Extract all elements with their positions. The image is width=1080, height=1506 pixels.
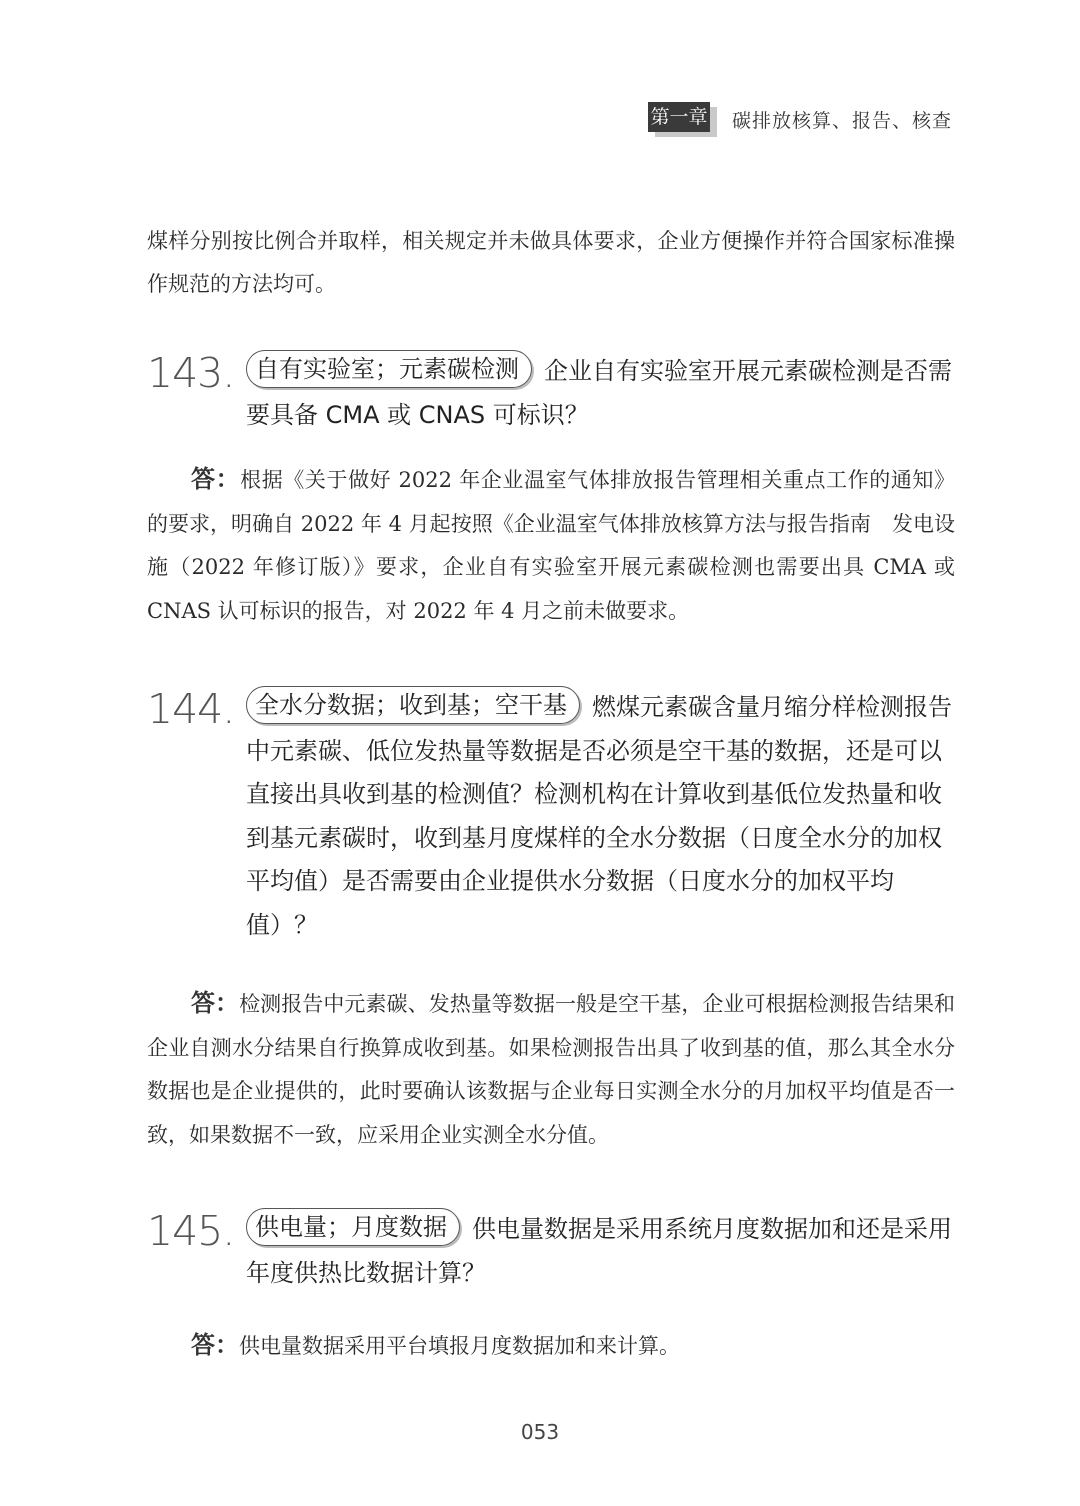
answer-body: 根据《关于做好 2022 年企业温室气体排放报告管理相关重点工作的通知》的要求，明确自 2022 年 4 月起按照《企业温室气体排放核算方法与报告指南 发电设施（2022 年修订版）》要求，企业自有实验室开展元素碳检测也需要出具 CMA 或 CNAS 认可标识的报告，对 2022 年 4 月之前未做要求。 <box>147 468 956 623</box>
answer-label: 答： <box>191 465 241 493</box>
question-body: 企业自有实验室开展元素碳检测是否需要具备 CMA 或 CNAS 可标识？ <box>246 357 952 429</box>
chapter-badge <box>648 102 714 136</box>
question-number: 144. <box>147 685 235 733</box>
answer-145 <box>147 1324 955 1369</box>
chapter-label: 第一章 <box>648 102 710 132</box>
question-text <box>246 1208 957 1295</box>
question-text <box>246 686 957 947</box>
question-number: 143. <box>147 349 235 397</box>
question-number: 145. <box>147 1207 235 1255</box>
answer-144 <box>147 982 955 1157</box>
question-tag: 自有实验室；元素碳检测 <box>246 350 532 388</box>
page-number: 053 <box>520 1420 560 1444</box>
question-tag: 全水分数据；收到基；空干基 <box>246 686 580 724</box>
question-144 <box>147 686 957 947</box>
answer-body: 供电量数据采用平台填报月度数据加和来计算。 <box>239 1334 680 1358</box>
question-body: 供电量数据是采用系统月度数据加和还是采用年度供热比数据计算？ <box>246 1215 952 1287</box>
question-145 <box>147 1208 957 1295</box>
answer-label: 答： <box>191 989 240 1017</box>
answer-143 <box>147 458 955 633</box>
intro-paragraph: 煤样分别按比例合并取样，相关规定并未做具体要求，企业方便操作并符合国家标准操作规范的方法均可。 <box>147 229 955 296</box>
answer-label: 答： <box>191 1331 239 1359</box>
question-tag: 供电量；月度数据 <box>246 1208 460 1246</box>
answer-body: 检测报告中元素碳、发热量等数据一般是空干基，企业可根据检测报告结果和企业自测水分结果自行换算成收到基。如果检测报告出具了收到基的值，那么其全水分数据也是企业提供的，此时要确认该数据与企业每日实测全水分的月加权平均值是否一致，如果数据不一致，应采用企业实测全水分值。 <box>147 992 956 1147</box>
question-body: 燃煤元素碳含量月缩分样检测报告中元素碳、低位发热量等数据是否必须是空干基的数据，还是可以直接出具收到基的检测值？检测机构在计算收到基低位发热量和收到基元素碳时，收到基月度煤样的全水分数据（日度全水分的加权平均值）是否需要由企业提供水分数据（日度水分的加权平均值）？ <box>246 693 952 939</box>
chapter-header <box>648 102 952 136</box>
question-143 <box>147 350 957 437</box>
question-text <box>246 350 957 437</box>
chapter-title: 碳排放核算、报告、核查 <box>732 109 953 132</box>
